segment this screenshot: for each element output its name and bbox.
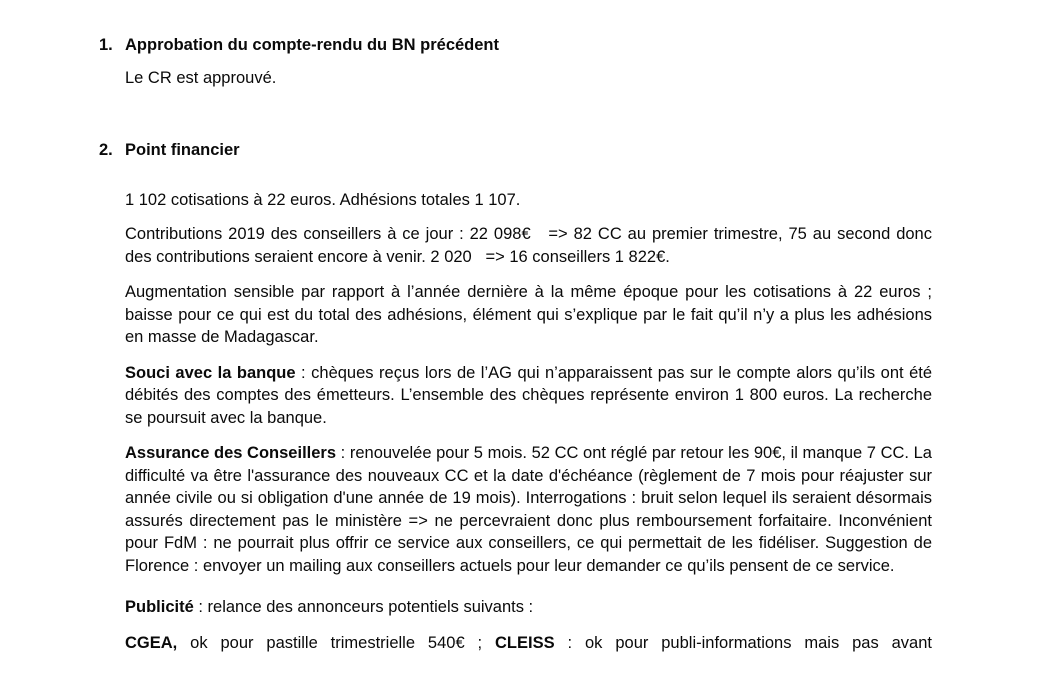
list-number-2: 2.	[99, 141, 113, 159]
paragraph-assurance-conseillers	[125, 442, 932, 577]
paragraph-annonceurs	[125, 632, 932, 655]
text-cleiss: : ok pour publi-informations mais pas avant	[554, 633, 932, 652]
paragraph-publicite	[125, 596, 932, 619]
text-souci-banque: : chèques reçus lors de l’AG qui n’apparaissent pas sur le compte alors qu’ils ont été débités des comptes des émetteurs. L’ensemble des chèques représente environ 1 800 euros. La recherche se poursuit avec la banque.	[125, 363, 933, 427]
heading-point-financier: Point financier	[125, 141, 240, 159]
paragraph-contributions-2019: Contributions 2019 des conseillers à ce jour : 22 098€ => 82 CC au premier trimestre, 75 au second donc des contributions seraient encore à venir. 2 020 => 16 conseillers 1 822€.	[125, 225, 932, 266]
paragraph-cotisations: 1 102 cotisations à 22 euros. Adhésions totales 1 107.	[125, 190, 521, 209]
paragraph-cr-approuve: Le CR est approuvé.	[125, 68, 277, 87]
heading-approbation-cr: Approbation du compte-rendu du BN précédent	[125, 36, 499, 54]
text-cgea: ok pour pastille trimestrielle 540€ ;	[177, 633, 496, 652]
paragraph-souci-banque	[125, 362, 932, 430]
bold-lead-souci-banque: Souci avec la banque	[125, 363, 296, 382]
bold-cleiss: CLEISS	[495, 633, 555, 652]
list-number-1: 1.	[99, 36, 113, 54]
bold-lead-publicite: Publicité	[125, 598, 194, 616]
bold-cgea: CGEA,	[125, 633, 178, 652]
bold-lead-assurance: Assurance des Conseillers	[125, 444, 337, 462]
text-assurance: : renouvelée pour 5 mois. 52 CC ont réglé par retour les 90€, il manque 7 CC. La difficulté va être l'assurance des nouveaux CC et la date d'échéance (règlement de 7 mois pour réajuster sur année civile ou si obligation d'une année de 19 mois). Interrogations : bruit selon lequel ils seraient désormais assurés directement pas le ministère => ne percevraient donc plus remboursement forfaitaire. Inconvénient pour FdM : ne pourrait plus offrir ce service aux conseillers, ce qui permettait de les fidéliser. Suggestion de Florence : envoyer un mailing aux conseillers actuels pour leur demander ce qu’ils pensent de ce service.	[125, 444, 932, 575]
list-item-2-heading	[99, 139, 1058, 162]
list-item-1-heading	[99, 34, 1058, 57]
paragraph-augmentation: Augmentation sensible par rapport à l’année dernière à la même époque pour les cotisations à 22 euros ; baisse pour ce qui est du total des adhésions, élément qui s’explique par le fait qu’il n’y a plus les adhésions en masse de Madagascar.	[125, 283, 932, 346]
text-publicite: : relance des annonceurs potentiels suivants :	[193, 598, 534, 616]
